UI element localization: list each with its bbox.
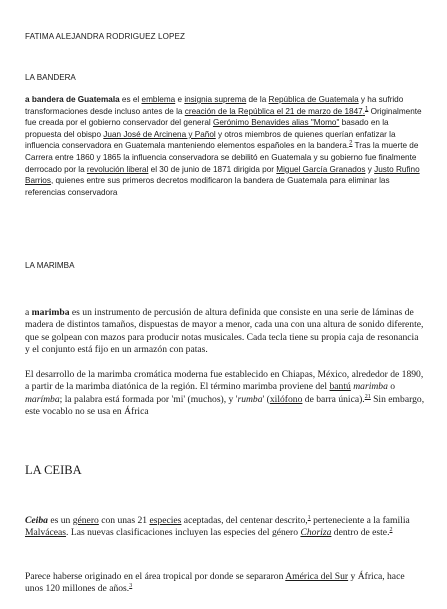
- text-run: rumba: [237, 393, 263, 405]
- inline-link[interactable]: Malváceas: [25, 527, 67, 539]
- inline-link[interactable]: Juan José de Arcinena y Pañol: [103, 129, 216, 139]
- inline-link[interactable]: Miguel García Granados: [276, 164, 366, 174]
- text-run: y ha sufrido transformaciones desde incluso antes de la: [25, 95, 404, 116]
- text-run: es un: [47, 515, 73, 526]
- inline-link[interactable]: América del Sur: [285, 571, 349, 582]
- text-run: ' (: [262, 393, 270, 405]
- text-run: es el: [119, 95, 142, 104]
- text-run: ; la palabra está formada por 'mi' (muchos), y ': [59, 393, 238, 405]
- text-run: Ceiba: [25, 515, 48, 526]
- text-run: El desarrollo de la marimba cromática moderna fue establecido en Chiapas, México, alrededor de 1890, a partir de la marimba diatónica de la región. El término marimba proviene del: [25, 369, 424, 393]
- inline-link[interactable]: .: [362, 106, 365, 116]
- text-run: y otros miembros de quienes querían enfatizar la influencia conservadora en Guatemala manteniendo elementos españoles en la bandera.: [25, 129, 396, 151]
- text-run: basado en la propuesta del obispo: [25, 118, 389, 139]
- paragraph-bandera: [25, 94, 425, 198]
- text-run: . Las nuevas clasificaciones incluyen las especies del género: [66, 527, 301, 539]
- text-run: de barra única).: [302, 393, 365, 405]
- text-run: y África, hace unos 120 millones de años.: [25, 571, 405, 595]
- text-run: Parece haberse originado en el área tropical por donde se separaron: [25, 571, 286, 582]
- inline-link[interactable]: xilófono: [269, 393, 303, 405]
- text-run: perteneciente a la familia: [310, 515, 410, 526]
- inline-link[interactable]: género: [72, 515, 99, 526]
- text-run: dentro de este.: [331, 527, 390, 539]
- heading-marimba: LA MARIMBA: [25, 261, 75, 270]
- inline-link[interactable]: bantú: [329, 381, 351, 393]
- text-run: de la: [246, 95, 269, 104]
- text-run: Sin embargo, este vocablo no se usa en África: [25, 393, 425, 418]
- author-name: FATIMA ALEJANDRA RODRIGUEZ LOPEZ: [25, 32, 186, 41]
- heading-ceiba: LA CEIBA: [25, 463, 82, 477]
- inline-link[interactable]: Gerónimo Benavides alias "Momo": [212, 118, 340, 128]
- text-run: a bandera de Guatemala: [25, 95, 120, 104]
- paragraph-ceiba-2: [25, 571, 425, 596]
- paragraph-marimba-1: [25, 307, 425, 357]
- text-run: es un instrumento de percusión de altura definida que consiste en una serie de láminas de madera de distintos tamaños, dispuestas de mayor a menor, cada una con una altura de sonido diferente, que se golpean con mazos para producir notas musicales. Cada tecla tiene su propia caja de resonancia y el conjunto está fijo en un armazón con patas.: [25, 307, 424, 356]
- inline-link[interactable]: 21: [364, 393, 371, 400]
- inline-link[interactable]: emblema: [141, 95, 176, 104]
- text-run: a: [25, 307, 32, 318]
- text-run: y: [365, 164, 375, 174]
- inline-link[interactable]: insignia suprema: [184, 95, 247, 104]
- inline-link[interactable]: 2: [389, 527, 393, 534]
- inline-link[interactable]: revolución liberal: [86, 164, 149, 174]
- text-run: o: [387, 381, 396, 393]
- text-run: Originalmente fue creada por el gobierno conservador del general: [25, 106, 422, 128]
- text-run: Tras la muerte de Carrera entre 1860 y 1865 la influencia conservadora se debilitó en Guatemala y su gobierno fue finalmente derrocado por la: [25, 141, 419, 174]
- paragraph-marimba-2: [25, 369, 425, 419]
- text-run: , quienes entre sus primeros decretos modificaron la bandera de Guatemala para eliminar las referencias conservadora: [25, 176, 390, 197]
- text-run: marímba: [25, 393, 60, 405]
- heading-bandera: LA BANDERA: [25, 73, 76, 82]
- text-run: marimba: [31, 307, 70, 318]
- inline-link[interactable]: República de Guatemala: [268, 95, 359, 104]
- inline-link[interactable]: creación de la República el 21 de marzo de 1847: [184, 106, 363, 116]
- text-run: el 30 de junio de 1871 dirigida por: [148, 164, 277, 174]
- paragraph-ceiba-1: [25, 515, 425, 540]
- inline-link[interactable]: 1: [365, 105, 369, 112]
- inline-link[interactable]: Choriza: [300, 527, 332, 539]
- inline-link[interactable]: 1: [307, 514, 311, 521]
- text-run: marimba: [353, 381, 388, 393]
- inline-link[interactable]: 2: [349, 140, 353, 147]
- inline-link[interactable]: 3: [129, 583, 133, 590]
- text-run: aceptadas, del centenar descrito,: [181, 515, 308, 526]
- text-run: con unas 21: [98, 515, 150, 526]
- text-run: e: [175, 95, 185, 104]
- inline-link[interactable]: especies: [149, 515, 182, 526]
- inline-link[interactable]: Justo Rufino Barrios: [25, 164, 420, 186]
